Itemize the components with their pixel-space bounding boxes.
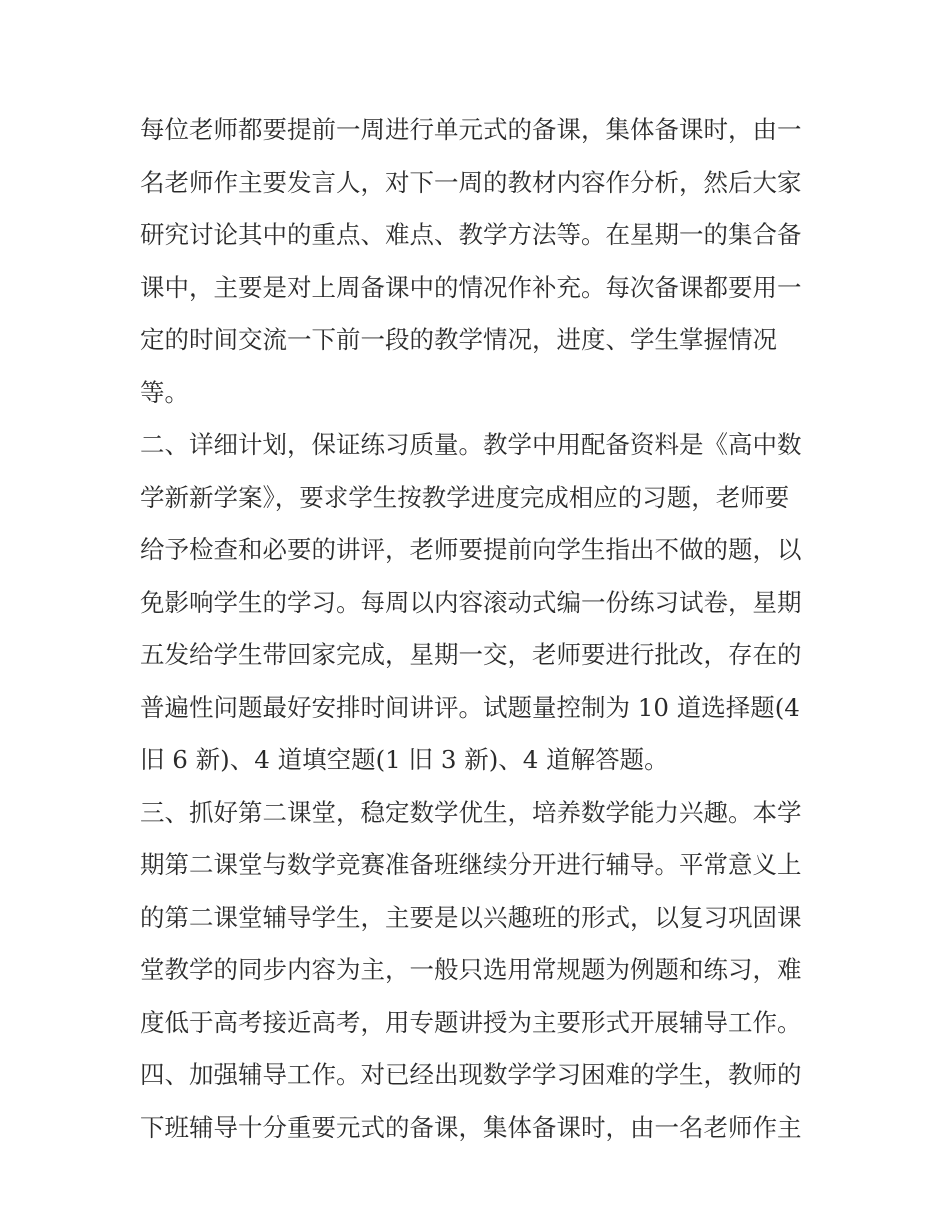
text-line: 旧 6 新)、4 道填空题(1 旧 3 新)、4 道解答题。 bbox=[140, 745, 669, 774]
text-line: 学新新学案》，要求学生按教学进度完成相应的习题，老师要 bbox=[140, 482, 790, 512]
text-line: 度低于高考接近高考，用专题讲授为主要形式开展辅导工作。 bbox=[140, 1007, 802, 1037]
text-line: 研究讨论其中的重点、难点、教学方法等。在星期一的集合备 bbox=[140, 220, 802, 249]
text-line: 堂教学的同步内容为主，一般只选用常规题为例题和练习，难 bbox=[140, 955, 802, 984]
text-line: 三、抓好第二课堂，稳定数学优生，培养数学能力兴趣。本学 bbox=[140, 797, 802, 827]
text-line: 四、加强辅导工作。对已经出现数学学习困难的学生，教师的 bbox=[140, 1060, 802, 1089]
text-line: 普遍性问题最好安排时间讲评。试题量控制为 10 道选择题(4 bbox=[140, 692, 800, 722]
text-line: 定的时间交流一下前一段的教学情况，进度、学生掌握情况 bbox=[140, 325, 777, 354]
text-line: 期第二课堂与数学竞赛准备班继续分开进行辅导。平常意义上 bbox=[140, 850, 802, 879]
text-line: 五发给学生带回家完成，星期一交，老师要进行批改，存在的 bbox=[140, 640, 802, 669]
text-line: 给予检查和必要的讲评，老师要提前向学生指出不做的题，以 bbox=[140, 535, 802, 564]
text-line: 下班辅导十分重要元式的备课，集体备课时，由一名老师作主 bbox=[140, 1112, 802, 1142]
text-line: 免影响学生的学习。每周以内容滚动式编一份练习试卷，星期 bbox=[140, 587, 802, 617]
text-line: 等。 bbox=[140, 377, 189, 407]
text-line: 的第二课堂辅导学生，主要是以兴趣班的形式，以复习巩固课 bbox=[140, 902, 802, 932]
text-line: 每位老师都要提前一周进行单元式的备课，集体备课时，由一 bbox=[140, 115, 802, 144]
body-text bbox=[140, 104, 820, 1154]
text-line: 二、详细计划，保证练习质量。教学中用配备资料是《高中数 bbox=[140, 430, 802, 459]
text-line: 课中，主要是对上周备课中的情况作补充。每次备课都要用一 bbox=[140, 272, 802, 302]
text-line: 名老师作主要发言人，对下一周的教材内容作分析，然后大家 bbox=[140, 167, 802, 197]
